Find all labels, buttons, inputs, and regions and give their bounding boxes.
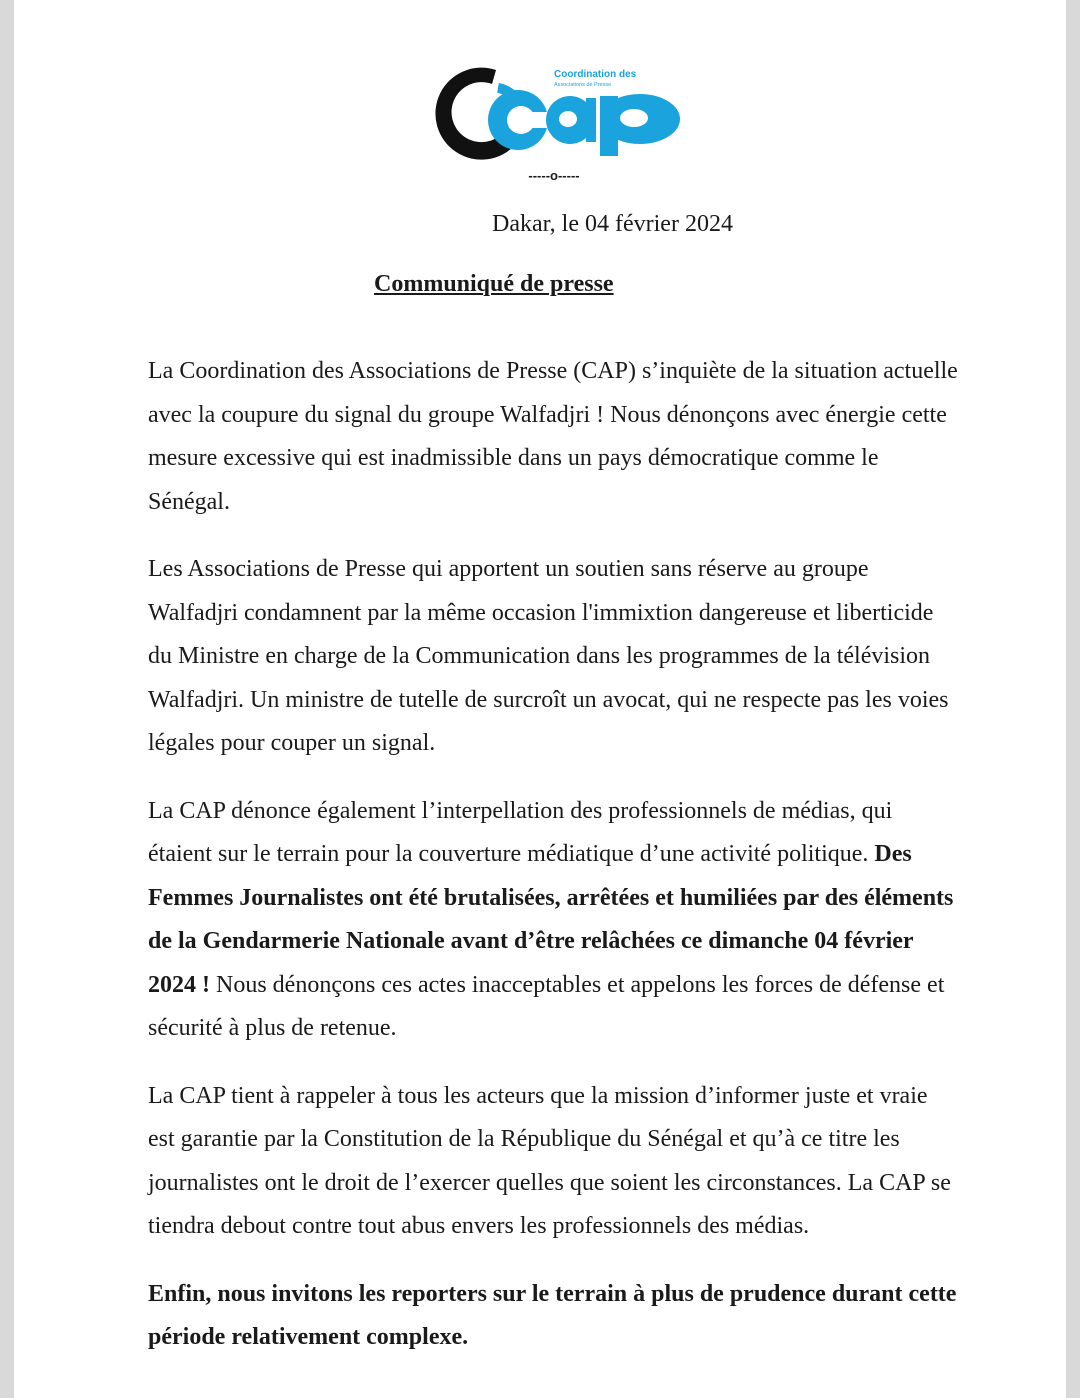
document-page bbox=[14, 0, 1066, 1398]
logo-org-line1: Coordination des bbox=[554, 69, 637, 80]
paragraph-2: Les Associations de Presse qui apportent un soutien sans réserve au groupe Walfadjri condamnent par la même occasion l'immixtion dangereuse et liberticide du Ministre en charge de la Communication dans les programmes de la télévision Walfadjri. Un ministre de tutelle de surcroît un avocat, qui ne respecte pas les voies légales pour couper un signal. bbox=[148, 556, 949, 756]
separator: -----o----- bbox=[528, 168, 580, 183]
paragraph-5-bold: Enfin, nous invitons les reporters sur le terrain à plus de prudence durant cette période relativement complexe. bbox=[148, 1280, 957, 1350]
paragraph-5 bbox=[148, 1273, 960, 1360]
paragraph-3-start: La CAP dénonce également l’interpellation des professionnels de médias, qui étaient sur le terrain pour la couverture médiatique d’une activité politique. bbox=[148, 797, 893, 867]
paragraph-3-end: Nous dénonçons ces actes inacceptables et appelons les forces de défense et sécurité à plus de retenue. bbox=[148, 971, 945, 1041]
cap-logo bbox=[418, 62, 688, 162]
paragraph-3 bbox=[148, 790, 960, 1051]
paragraph-3-bold: Des Femmes Journalistes ont été brutalisées, arrêtées et humiliées par des éléments de la Gendarmerie Nationale avant d’être relâchées ce dimanche 04 février 2024 ! bbox=[148, 841, 954, 998]
paragraph-1: La Coordination des Associations de Presse (CAP) s’inquiète de la situation actuelle avec la coupure du signal du groupe Walfadjri ! Nous dénonçons avec énergie cette mesure excessive qui est inadmissible dans un pays démocratique comme le Sénégal. bbox=[148, 358, 958, 515]
dateline: Dakar, le 04 février 2024 bbox=[492, 211, 733, 237]
communique-body bbox=[148, 350, 960, 1360]
logo-org-line2: Associations de Presse bbox=[554, 82, 612, 88]
paragraph-4: La CAP tient à rappeler à tous les acteurs que la mission d’informer juste et vraie est garantie par la Constitution de la République du Sénégal et qu’à ce titre les journalistes ont le droit de l’exercer quelles que soient les circonstances. La CAP se tiendra debout contre tout abus envers les professionnels des médias. bbox=[148, 1082, 951, 1239]
cap-logo-graphic bbox=[418, 62, 688, 162]
page-title: Communiqué de presse bbox=[374, 271, 614, 297]
